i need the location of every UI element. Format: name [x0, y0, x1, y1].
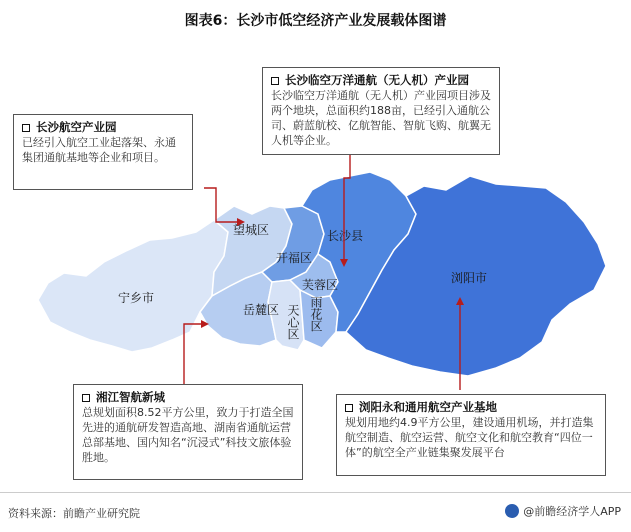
- label-furong: 芙蓉区: [302, 278, 339, 292]
- checkbox-icon: [22, 124, 30, 132]
- checkbox-icon: [271, 77, 279, 85]
- callout-xiangjiang: [73, 384, 303, 480]
- label-changsha-county: 长沙县: [327, 229, 364, 243]
- label-wangcheng: 望城区: [233, 223, 270, 237]
- label-yuhua: 雨花区: [309, 296, 323, 332]
- checkbox-icon: [345, 404, 353, 412]
- brand: [505, 503, 621, 519]
- footer: [0, 492, 631, 532]
- district-ningxiang: [38, 220, 228, 352]
- checkbox-icon: [82, 394, 90, 402]
- callout-title: 浏阳永和通用航空产业基地: [359, 400, 497, 414]
- callout-title: 长沙航空产业园: [36, 120, 117, 134]
- callout-title: 湘江智航新城: [96, 390, 165, 404]
- chart-title: 图表6：长沙市低空经济产业发展载体图谱: [184, 13, 447, 29]
- callout-hangkong: [13, 114, 193, 190]
- brand-text: @前瞻经济学人APP: [523, 505, 621, 518]
- callout-linkong: [262, 67, 500, 155]
- label-liuyang: 浏阳市: [451, 271, 488, 285]
- callout-body: 总规划面积8.52平方公里，致力于打造全国先进的通航研发智造高地、湖南省通航运营总部基地、国内知名“沉浸式”科技文旅体验胜地。: [82, 406, 294, 464]
- callout-title: 长沙临空万洋通航（无人机）产业园: [285, 73, 469, 87]
- source-note: 资料来源：前瞻产业研究院: [8, 507, 140, 520]
- label-ningxiang: 宁乡市: [118, 291, 155, 305]
- callout-body: 长沙临空万洋通航（无人机）产业园项目涉及两个地块，总面积约188亩，已经引入通航公司、蔚蓝航校、亿航智能、智航飞购、航翼无人机等企业。: [271, 89, 491, 147]
- callout-liuyang: [336, 394, 606, 476]
- callout-body: 已经引入航空工业起落架、永通集团通航基地等企业和项目。: [22, 136, 176, 164]
- callout-body: 规划用地约4.9平方公里，建设通用机场，并打造集航空制造、航空运营、航空文化和航空教育“四位一体”的航空全产业链集聚发展平台: [345, 416, 594, 459]
- label-kaifu: 开福区: [276, 251, 313, 265]
- label-tianxin: 天心区: [286, 304, 300, 340]
- label-yuelu: 岳麓区: [243, 303, 280, 317]
- brand-logo-icon: [505, 504, 519, 518]
